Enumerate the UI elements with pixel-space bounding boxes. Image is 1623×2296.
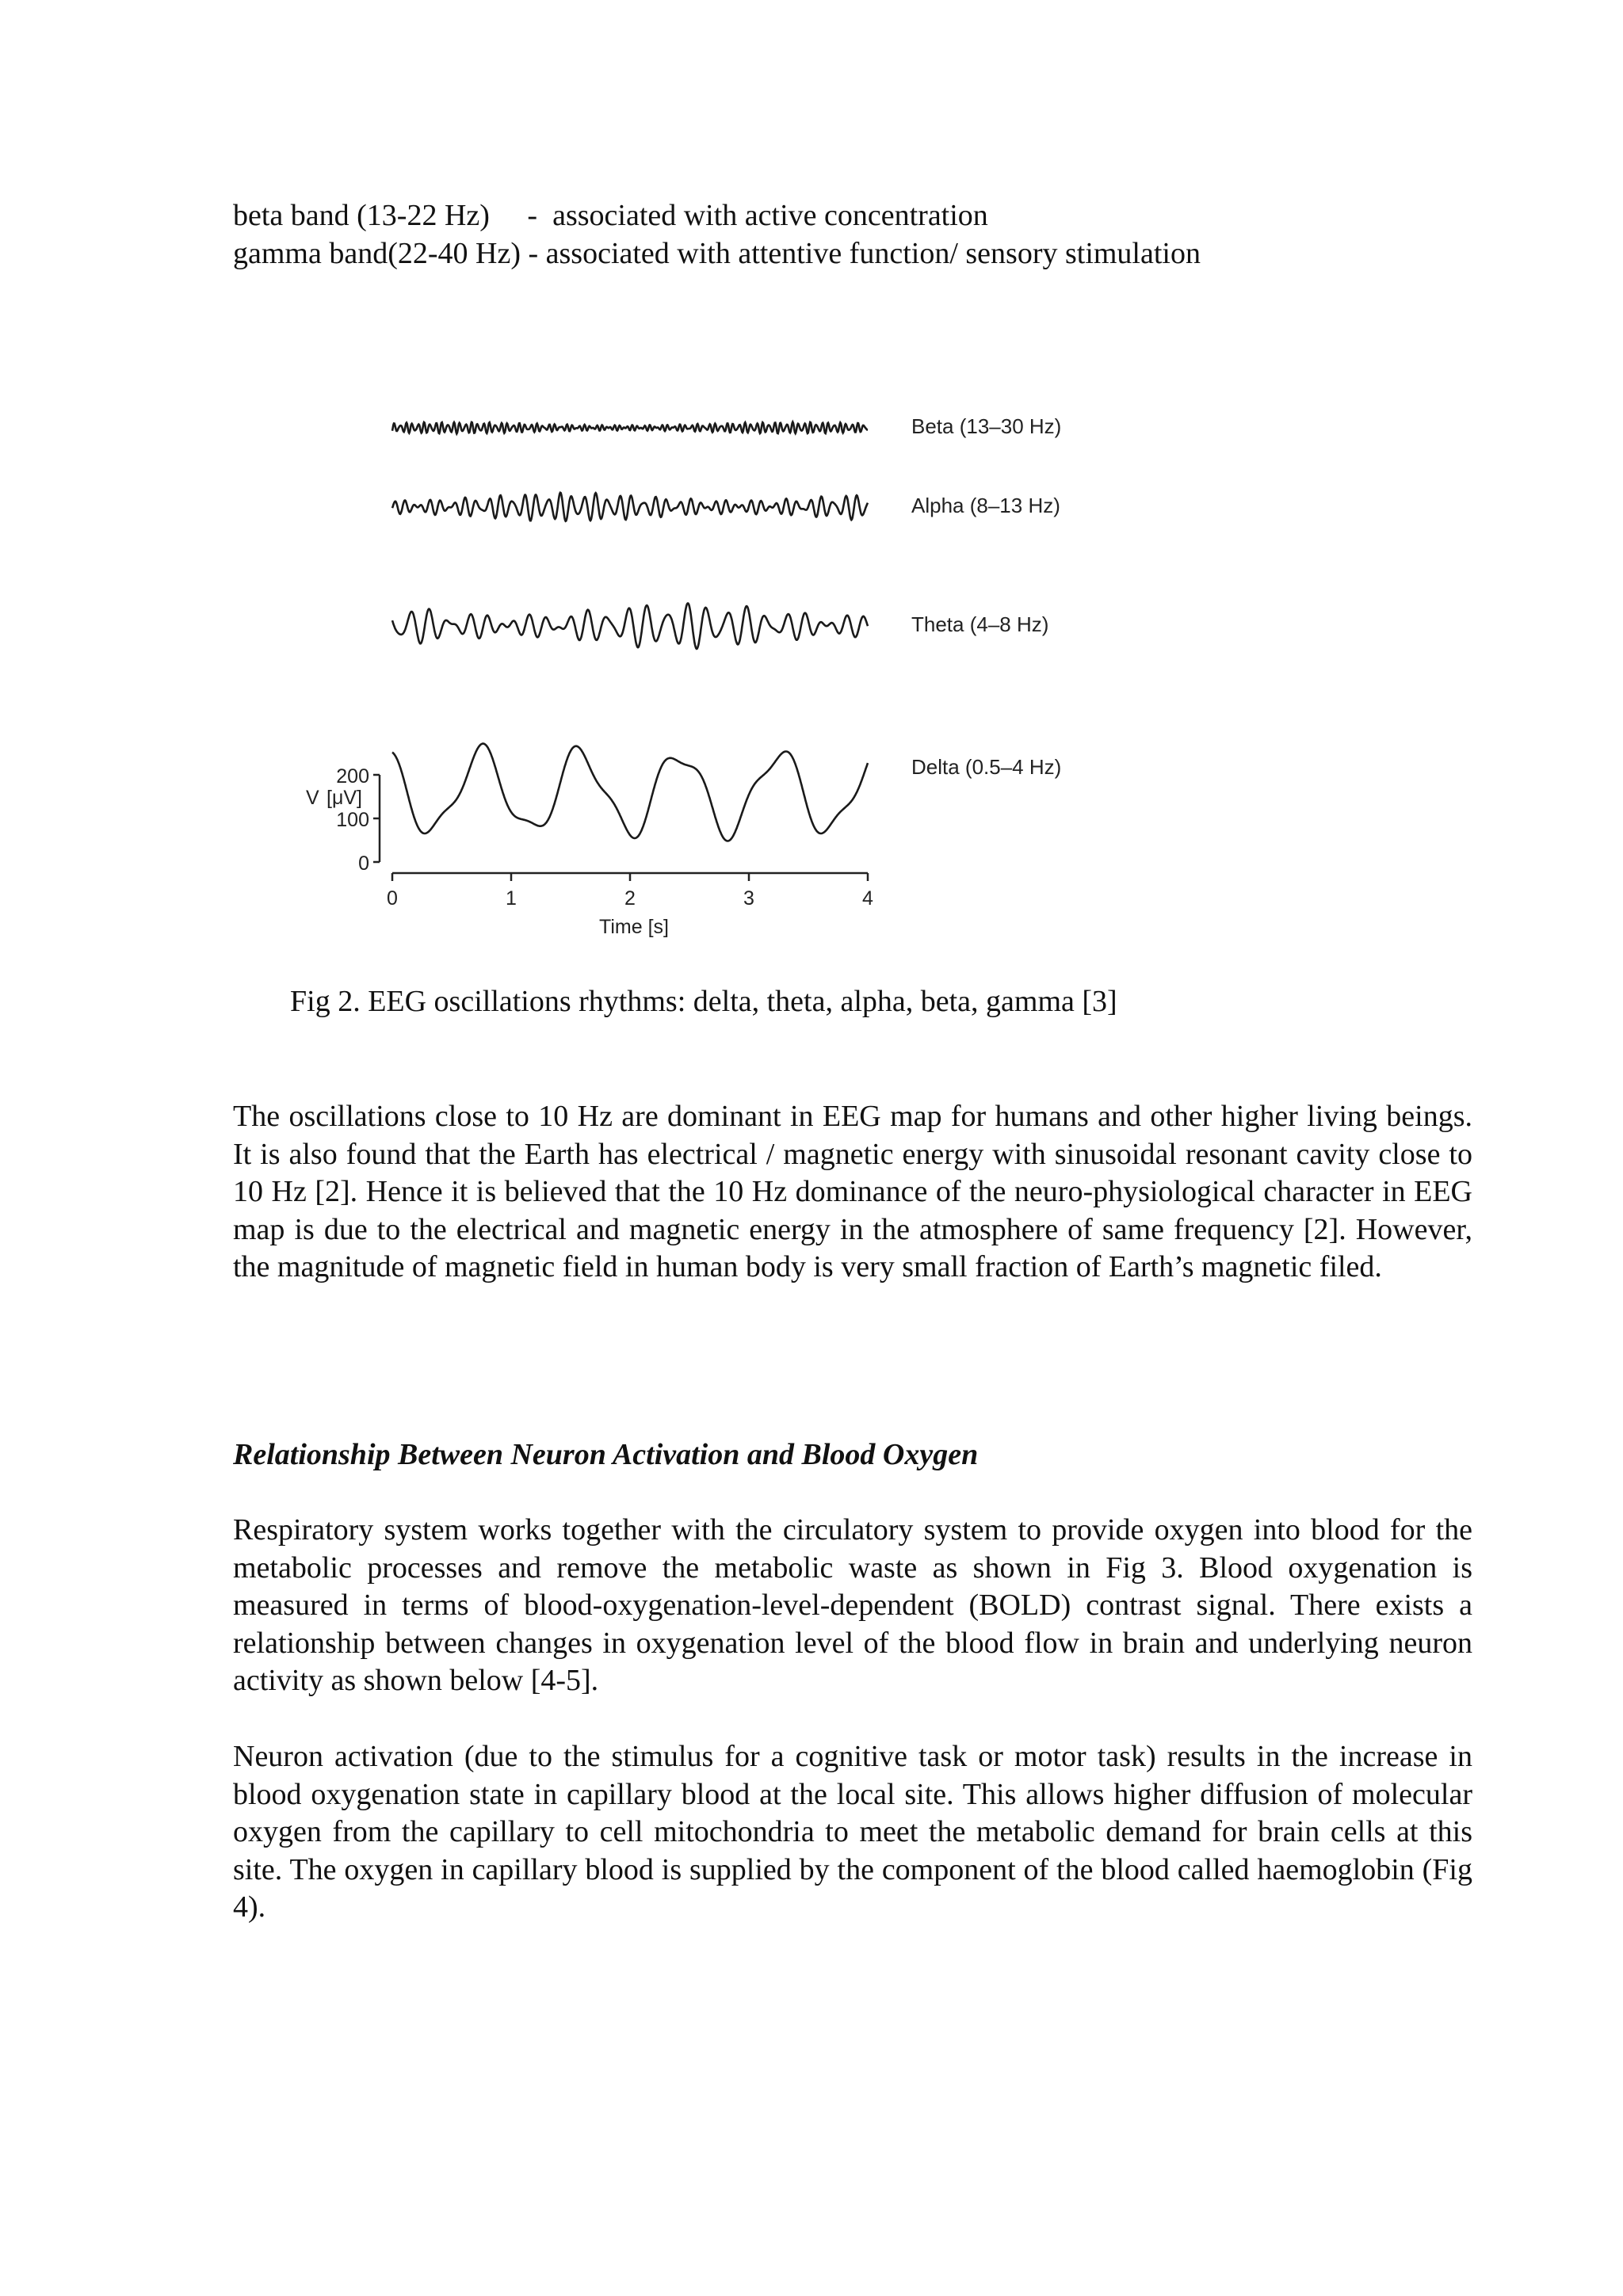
x-tick-3: 3 bbox=[743, 887, 754, 910]
y-axis-label-unit: [μV] bbox=[327, 787, 362, 809]
beta-label: Beta (13–30 Hz) bbox=[911, 414, 1062, 438]
gamma-band-line: gamma band(22-40 Hz) - associated with attentive function/ sensory stimulation bbox=[233, 237, 1201, 270]
y-axis bbox=[306, 765, 380, 875]
eeg-traces bbox=[392, 422, 868, 841]
section-heading: Relationship Between Neuron Activation and Blood Oxygen bbox=[233, 1438, 979, 1471]
beta-trace bbox=[392, 422, 868, 434]
paragraph-3: Neuron activation (due to the stimulus for a cognitive task or motor task) results in the increase in blood oxygenation state in capillary blood at the local site. This allows higher diffusion of molecular oxygen from the capillary to cell mitochondria to meet the metabolic demand for brain cells at this site. The oxygen in capillary blood is supplied by the component of the blood called haemoglobin (Fig 4). bbox=[233, 1740, 1472, 1924]
y-tick-0: 0 bbox=[358, 852, 369, 875]
figure-caption: Fig 2. EEG oscillations rhythms: delta, theta, alpha, beta, gamma [3] bbox=[290, 985, 1117, 1018]
y-tick-100: 100 bbox=[336, 809, 369, 831]
theta-trace bbox=[392, 604, 868, 649]
x-axis-label: Time [s] bbox=[599, 916, 669, 938]
alpha-label: Alpha (8–13 Hz) bbox=[911, 494, 1060, 517]
x-tick-1: 1 bbox=[506, 887, 517, 910]
beta-band-line: beta band (13-22 Hz) - associated with active concentration bbox=[233, 199, 988, 232]
eeg-figure bbox=[293, 380, 1070, 951]
paragraph-1: The oscillations close to 10 Hz are dominant in EEG map for humans and other higher living beings. It is also found that the Earth has electrical / magnetic energy with sinusoidal resonant cavity close to 10 Hz [2]. Hence it is believed that the 10 Hz dominance of the neuro-physiological character in EEG map is due to the electrical and magnetic energy in the atmosphere of same frequency [2]. However, the magnitude of magnetic field in human body is very small fraction of Earth’s magnetic filed. bbox=[233, 1100, 1472, 1284]
x-tick-2: 2 bbox=[624, 887, 636, 910]
y-axis-label-v: V bbox=[306, 787, 319, 809]
y-tick-200: 200 bbox=[336, 765, 369, 788]
x-axis bbox=[387, 873, 873, 938]
theta-label: Theta (4–8 Hz) bbox=[911, 612, 1049, 636]
delta-label: Delta (0.5–4 Hz) bbox=[911, 755, 1062, 779]
x-tick-4: 4 bbox=[862, 887, 873, 910]
alpha-trace bbox=[392, 493, 868, 521]
x-tick-0: 0 bbox=[387, 887, 398, 910]
paragraph-2: Respiratory system works together with the circulatory system to provide oxygen into blood for the metabolic processes and remove the metabolic waste as shown in Fig 3. Blood oxygenation is measured in terms of blood-oxygenation-level-dependent (BOLD) contrast signal. There exists a relationship between changes in oxygenation level of the blood flow in brain and underlying neuron activity as shown below [4-5]. bbox=[233, 1513, 1472, 1698]
delta-trace bbox=[392, 744, 868, 841]
